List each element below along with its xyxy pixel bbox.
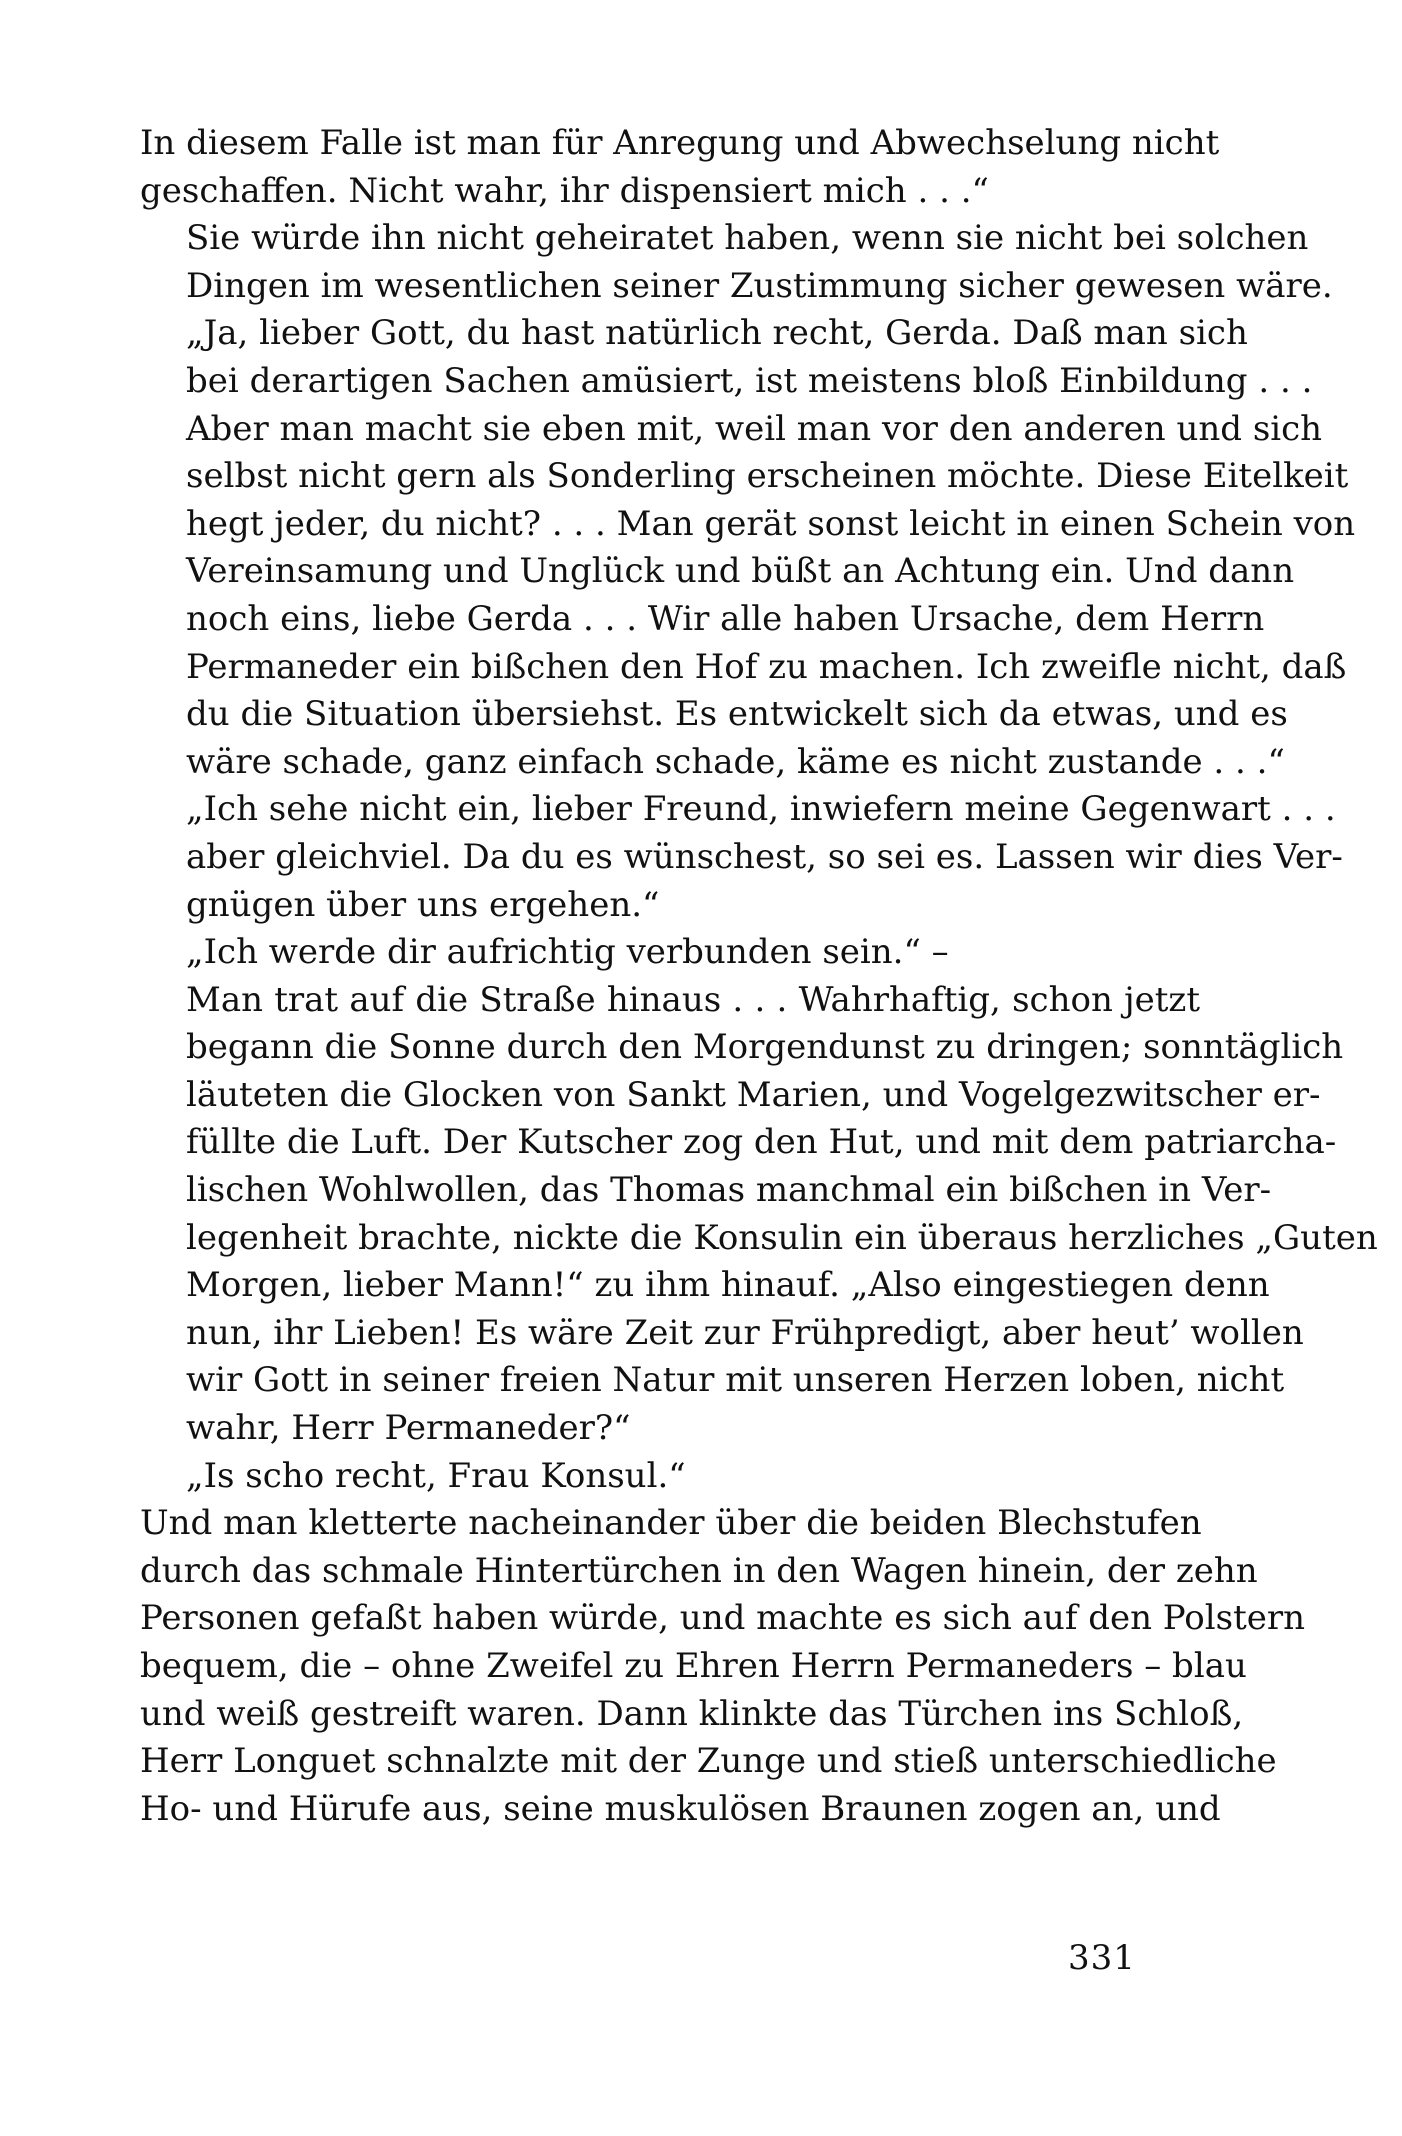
text-line: „Ja, lieber Gott, du hast natürlich recht, Gerda. Daß man sich	[186, 313, 1248, 354]
paragraph	[140, 215, 1333, 310]
paragraph	[140, 120, 1220, 215]
paragraph	[140, 977, 1378, 1453]
paragraph	[140, 1500, 1306, 1833]
text-line: lischen Wohlwollen, das Thomas manchmal ein bißchen in Ver-	[186, 1170, 1272, 1211]
text-line: In diesem Falle ist man für Anregung und Abwechselung nicht	[140, 123, 1220, 163]
text-line: wahr, Herr Permaneder?“	[186, 1408, 631, 1449]
text-line: Vereinsamung und Unglück und büßt an Achtung ein. Und dann	[186, 551, 1295, 592]
text-line: Permaneder ein bißchen den Hof zu machen. Ich zweifle nicht, daß	[186, 646, 1347, 687]
text-line: bequem, die – ohne Zweifel zu Ehren Herrn Permaneders – blau	[140, 1646, 1247, 1686]
text-line: legenheit brachte, nickte die Konsulin ein überaus herzliches „Guten	[186, 1217, 1378, 1258]
text-line: „Ich werde dir aufrichtig verbunden sein.“ –	[186, 932, 949, 973]
text-line: gnügen über uns ergehen.“	[186, 884, 660, 925]
text-line: Und man kletterte nacheinander über die beiden Blechstufen	[140, 1503, 1202, 1544]
paragraph	[140, 1453, 1200, 1501]
text-line: aber gleichviel. Da du es wünschest, so sei es. Lassen wir dies Ver-	[186, 836, 1343, 877]
paragraph	[140, 786, 1343, 929]
text-line: Morgen, lieber Mann!“ zu ihm hinauf. „Also eingestiegen denn	[186, 1265, 1270, 1306]
text-line: Aber man macht sie eben mit, weil man vor den anderen und sich	[186, 408, 1323, 449]
text-line: Man trat auf die Straße hinaus . . . Wahrhaftig, schon jetzt	[186, 979, 1200, 1020]
text-line: bei derartigen Sachen amüsiert, ist meistens bloß Einbildung . . .	[186, 360, 1313, 401]
text-line: du die Situation übersiehst. Es entwickelt sich da etwas, und es	[186, 694, 1288, 735]
paragraph	[140, 310, 1356, 786]
text-line: nun, ihr Lieben! Es wäre Zeit zur Frühpredigt, aber heut’ wollen	[186, 1312, 1304, 1353]
text-line: und weiß gestreift waren. Dann klinkte das Türchen ins Schloß,	[140, 1693, 1244, 1734]
text-line: hegt jeder, du nicht? . . . Man gerät sonst leicht in einen Schein von	[186, 503, 1356, 544]
text-line: begann die Sonne durch den Morgendunst zu dringen; sonntäglich	[186, 1027, 1344, 1068]
text-line: Dingen im wesentlichen seiner Zustimmung sicher gewesen wäre.	[186, 265, 1333, 306]
text-line: Ho- und Hürufe aus, seine muskulösen Braunen zogen an, und	[140, 1788, 1221, 1829]
text-line: noch eins, liebe Gerda . . . Wir alle haben Ursache, dem Herrn	[186, 598, 1265, 639]
text-line: geschaffen. Nicht wahr, ihr dispensiert mich . . .“	[140, 170, 989, 211]
paragraph	[140, 929, 1200, 977]
text-line: „Ich sehe nicht ein, lieber Freund, inwiefern meine Gegenwart . . .	[186, 789, 1336, 830]
text-line: läuteten die Glocken von Sankt Marien, und Vogelgezwitscher er-	[186, 1074, 1321, 1115]
text-line: selbst nicht gern als Sonderling erscheinen möchte. Diese Eitelkeit	[186, 456, 1349, 497]
text-line: durch das schmale Hintertürchen in den Wagen hinein, der zehn	[140, 1550, 1258, 1591]
text-line: wir Gott in seiner freien Natur mit unseren Herzen loben, nicht	[186, 1360, 1285, 1401]
page-body	[140, 120, 1378, 1833]
text-line: füllte die Luft. Der Kutscher zog den Hut, und mit dem patriarcha-	[186, 1122, 1337, 1163]
text-line: Personen gefaßt haben würde, und machte es sich auf den Polstern	[140, 1598, 1306, 1639]
text-line: Herr Longuet schnalzte mit der Zunge und stieß unterschiedliche	[140, 1741, 1277, 1782]
page-number: 331	[1068, 1938, 1136, 1978]
text-line: wäre schade, ganz einfach schade, käme es nicht zustande . . .“	[186, 741, 1285, 782]
text-line: Sie würde ihn nicht geheiratet haben, wenn sie nicht bei solchen	[186, 218, 1309, 259]
text-line: „Is scho recht, Frau Konsul.“	[186, 1455, 686, 1496]
